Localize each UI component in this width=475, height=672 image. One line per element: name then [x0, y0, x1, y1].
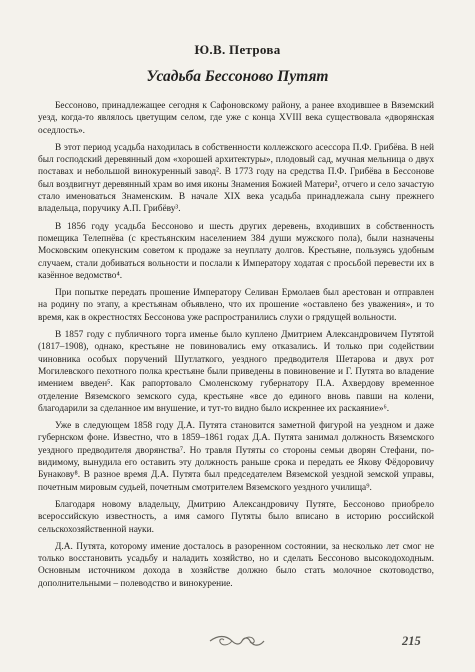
paragraph: В 1857 году с публичного торга именье было куплено Дмитрием Александровичем Путятой (1817–1908), однако, крестьяне не повиновались ему отказались. И только при содействии чиновника особых поручений Шутлаткого, уездного предводителя Шетарова и двух рот Могилевского пехотного полка крестьяне были приведены в повиновение и Г. Путята во владение имением введен⁵. Как рапортовало Смоленскому губернатору П.А. Ахвердову временное отделение Вяземского земского суда, крестьяне «все до единого вновь павши на колени, благодарили за сделанное им внушение, и тут-то видно было искреннее их раскаяние»⁶. [38, 330, 434, 414]
paragraph: В 1856 году усадьба Бессоново и шесть других деревень, входивших в собственность помещика Телепнёва (с крестьянским населением 384 души мужского пола), были назначены Московским опекунским советом к продаже за неуплату долгов. Крестьяне, пользуясь удобным случаем, стали добиваться вольности и послали к Императору ходатая с просьбой перевести их в казённое ведомство⁴. [38, 221, 434, 281]
paragraph: Бессоново, принадлежащее сегодня к Сафоновскому району, а ранее входившее в Вяземский уезд, когда-то являлось цветущим селом, где уже с конца XVIII века существовала «дворянская оседлость». [38, 101, 434, 136]
article-body [38, 100, 434, 595]
article-title: Усадьба Бессоново Путят [146, 68, 329, 85]
author-name: Ю.В. Петрова [194, 42, 281, 57]
flourish-ornament-icon [208, 633, 266, 649]
page-number: 215 [402, 634, 421, 648]
paragraph: В этот период усадьба находилась в собственности коллежского асессора П.Ф. Грибёва. В ней был господский деревянный дом «хорошей архитектуры», плодовый сад, мучная мельница о двух поставах и небольшой винокуренный завод². В 1773 году на средства П.Ф. Грибёва в Бессонове был воздвигнут деревянный храм во имя иконы Знамения Божией Матери², отчего и село зачастую стало именоваться Знаменским. В начале XIX века усадьба принадлежала сыну прежнего владельца, поручику А.П. Грибёву³. [38, 142, 434, 215]
paragraph: При попытке передать прошение Императору Селиван Ермолаев был арестован и отправлен на родину по этапу, а крестьянам объявлено, что их прошение «оставлено без уважения», и то время, как в окрестностях Бессонова уже распространились слухи о грядущей вольности. [38, 288, 434, 323]
paragraph: Уже в следующем 1858 году Д.А. Путята становится заметной фигурой на уездном и даже губернском фоне. Известно, что в 1859–1861 годах Д.А. Путята занимал должность Вяземского уездного предводителя дворянства⁷. Но травля Путяты со стороны семьи дворян Стефани, по-видимому, вынудила его оставить эту должность раньше срока и передать ее Якову Фёдоровичу Бунакову⁸. В разное время Д.А. Путята был председателем Вяземской уездной земской управы, почетным мировым судьей, почетным смотрителем Вяземского уездного училища⁹. [38, 421, 434, 493]
paragraph: Благодаря новому владельцу, Дмитрию Александровичу Путяте, Бессоново приобрело всероссийскую известность, а имя самого Путяты было вписано в историю российской сельскохозяйственной науки. [38, 499, 434, 535]
paragraph: Д.А. Путята, которому имение досталось в разоренном состоянии, за несколько лет смог не только восстановить усадьбу и наладить хозяйство, но и сделать Бессоново высокодоходным. Основным источником дохода в хозяйстве должно было стать молочное скотоводство, дополнительными – полеводство и винокурение. [38, 541, 434, 589]
